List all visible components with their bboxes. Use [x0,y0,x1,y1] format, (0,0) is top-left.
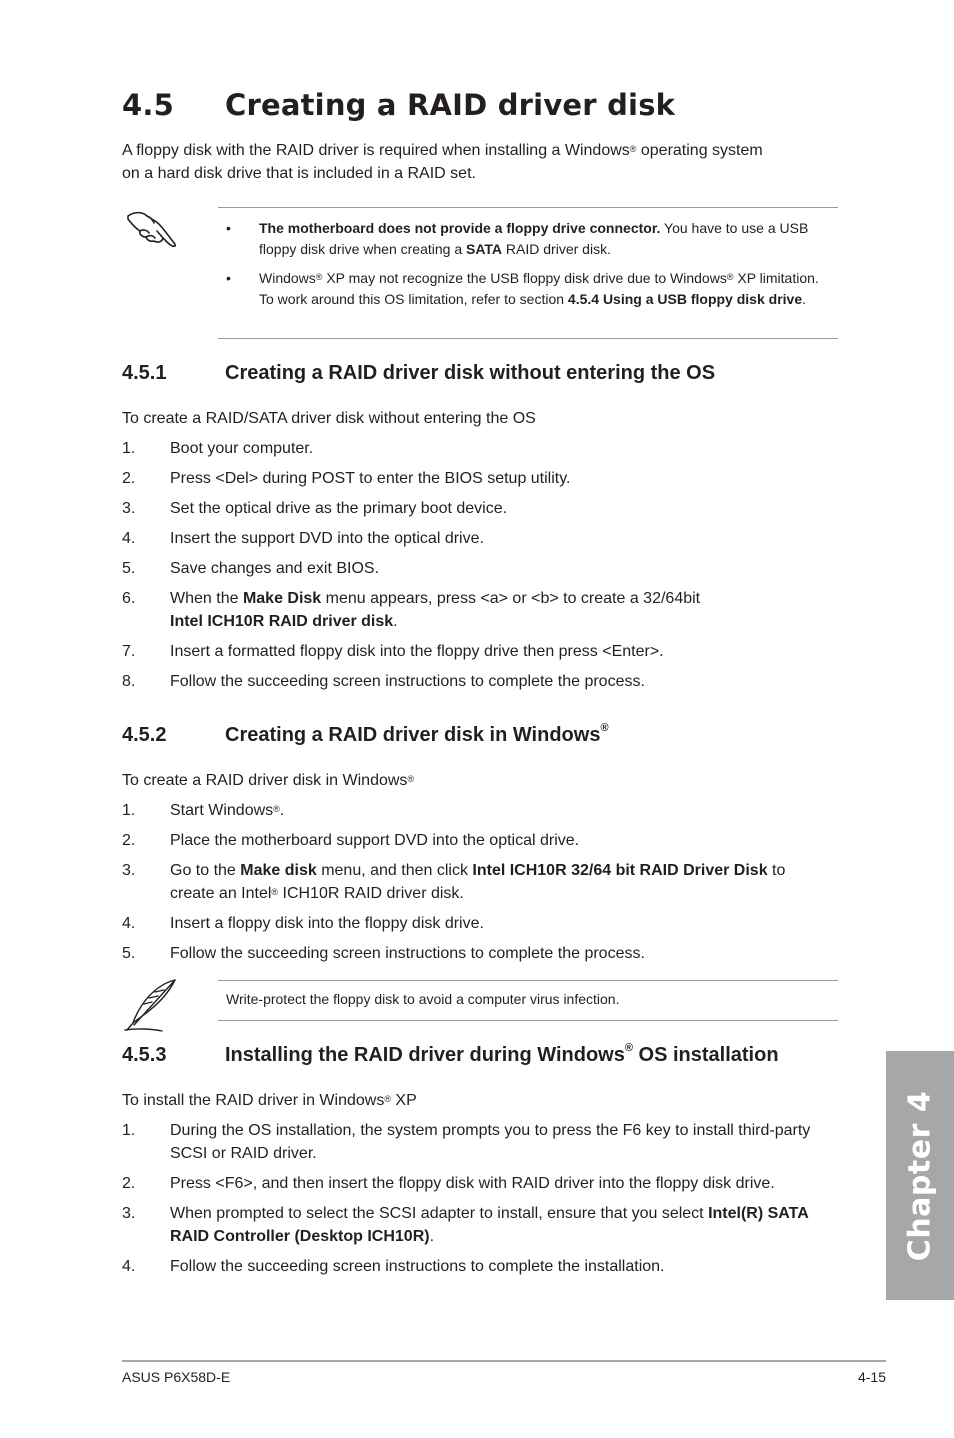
section-heading-4-5-1 [122,362,715,385]
registered-mark: ® [726,272,734,282]
list-item [122,467,842,490]
step-number: 3. [122,1205,136,1222]
step-text: Follow the succeeding screen instructions to complete the process. [170,673,645,690]
note-bold-text: 4.5.4 Using a USB floppy disk drive [567,290,803,307]
list-item [122,912,842,935]
intro-text: operating system [636,142,763,159]
pointing-hand-icon [125,207,179,249]
step-bold-text: Make disk [240,862,317,879]
step-text: Insert a floppy disk into the floppy disk drive. [170,915,484,932]
step-number: 4. [122,915,136,932]
lead-text: XP [390,1092,417,1109]
step-text: Follow the succeeding screen instructions to complete the installation. [170,1258,665,1275]
note-bold-text: SATA [466,240,503,257]
step-text: When the [170,590,243,607]
step-text: Boot your computer. [170,440,314,457]
intro-text: A floppy disk with the RAID driver is required when installing a Windows [122,142,630,159]
section-heading-4-5-2 [122,724,609,747]
step-text: . [279,802,285,819]
step-number: 5. [122,945,136,962]
section-number: 4.5.2 [122,724,167,746]
list-item [122,497,842,520]
step-text: When prompted to select the SCSI adapter to install, ensure that you select [170,1205,709,1222]
step-text: Start Windows [170,802,274,819]
step-text: Insert the support DVD into the optical drive. [170,530,484,547]
list-item [122,557,842,580]
step-number: 3. [122,862,136,879]
note-bold-text: The motherboard does not provide a floppy drive connector. [259,220,661,236]
section-lead [122,1089,417,1112]
list-item [122,640,842,663]
registered-mark: ® [624,1042,633,1054]
list-item [122,942,842,965]
step-text: Press <F6>, and then insert the floppy disk with RAID driver into the floppy disk drive. [170,1175,775,1192]
section-number: 4.5 [122,88,174,122]
step-text: During the OS installation, the system prompts you to press the F6 key to install third-party SCSI or RAID driver. [170,1122,811,1162]
step-text: Insert a formatted floppy disk into the floppy drive then press <Enter>. [170,643,664,660]
section-title: Installing the RAID driver during Windows [225,1044,625,1066]
registered-mark: ® [600,722,609,734]
footer-product-name: ASUS P6X58D-E [122,1369,231,1385]
page-title [122,88,675,122]
step-text: ICH10R RAID driver disk. [278,885,464,902]
note-text: RAID driver disk. [502,240,611,257]
footer-rule [122,1360,886,1362]
section-number: 4.5.3 [122,1044,167,1066]
note-text: XP may not recognize the USB floppy disk drive due to Windows [322,270,727,286]
step-text: menu, and then click [316,862,473,879]
step-text: menu appears, press <a> or <b> to create a 32/64bit [321,590,701,607]
section-number: 4.5.1 [122,362,167,384]
step-number: 7. [122,643,136,660]
note-item [226,268,826,309]
bullet: • [226,270,231,286]
list-item [122,670,842,693]
note-text: XP limitation. To work around this OS limitation, refer to section [259,270,819,307]
step-text: Set the optical drive as the primary boot device. [170,500,508,517]
registered-mark: ® [273,804,280,814]
section-heading-4-5-3 [122,1044,779,1067]
bullet: • [226,220,231,236]
chapter-tab [886,1051,954,1300]
note-text: Write-protect the floppy disk to avoid a computer virus infection. [226,991,620,1007]
list-item [122,1172,842,1195]
step-text: to [767,862,786,879]
chapter-tab-label: Chapter 4 [902,1090,938,1261]
registered-mark: ® [271,887,279,897]
registered-mark: ® [629,144,637,154]
section-title: Creating a RAID driver disk without entering the OS [225,362,716,384]
step-number: 8. [122,673,136,690]
step-number: 1. [122,802,136,819]
step-number: 1. [122,440,136,457]
registered-mark: ® [407,774,415,784]
list-item [122,829,842,852]
step-text: Save changes and exit BIOS. [170,560,380,577]
step-text: Go to the [170,862,241,879]
step-bold-text: Make Disk [242,590,322,607]
note-top-rule [218,207,838,208]
list-item [122,437,842,460]
intro-paragraph [122,139,842,185]
step-text: . [429,1228,435,1245]
section-title: Creating a RAID driver disk in Windows [225,724,601,746]
section-lead: To create a RAID/SATA driver disk without entering the OS [122,410,536,427]
list-item [122,527,842,550]
note-bottom-rule [218,338,838,339]
lead-text: To install the RAID driver in Windows [122,1092,385,1109]
step-text: Follow the succeeding screen instructions to complete the process. [170,945,645,962]
step-text: . [393,613,398,630]
list-item [122,859,842,905]
registered-mark: ® [384,1094,391,1104]
step-text: create an Intel [170,885,272,902]
note-top-rule [218,980,838,981]
step-number: 4. [122,530,136,547]
step-number: 2. [122,1175,136,1192]
step-number: 3. [122,500,136,517]
list-item [122,1202,842,1248]
list-item [122,1255,842,1278]
step-number: 1. [122,1122,136,1139]
step-bold-text: Intel ICH10R 32/64 bit RAID Driver Disk [472,862,768,879]
step-number: 6. [122,590,136,607]
note-text: You have to use a USB floppy disk drive when creating a [259,220,809,257]
section-lead [122,769,414,792]
list-item [122,587,842,633]
step-number: 2. [122,470,136,487]
step-number: 5. [122,560,136,577]
list-item [122,1119,842,1165]
step-bold-text: Intel(R) SATA RAID Controller (Desktop ICH10R) [170,1205,809,1245]
step-number: 2. [122,832,136,849]
registered-mark: ® [315,272,323,282]
note-bottom-rule [218,1020,838,1021]
step-bold-text: Intel ICH10R RAID driver disk [170,613,394,630]
note-item [226,218,826,259]
quill-pen-icon [122,977,180,1033]
list-item [122,799,842,822]
note-text: . [802,290,806,307]
section-title: Creating a RAID driver disk [225,88,676,122]
step-text: Press <Del> during POST to enter the BIOS setup utility. [170,470,571,487]
step-number: 4. [122,1258,136,1275]
note-text: Windows [259,270,316,286]
section-title: OS installation [632,1044,779,1066]
step-text: Place the motherboard support DVD into the optical drive. [170,832,580,849]
lead-text: To create a RAID driver disk in Windows [122,772,408,789]
footer-page-number: 4-15 [857,1369,886,1385]
intro-text: on a hard disk drive that is included in a RAID set. [122,165,476,182]
